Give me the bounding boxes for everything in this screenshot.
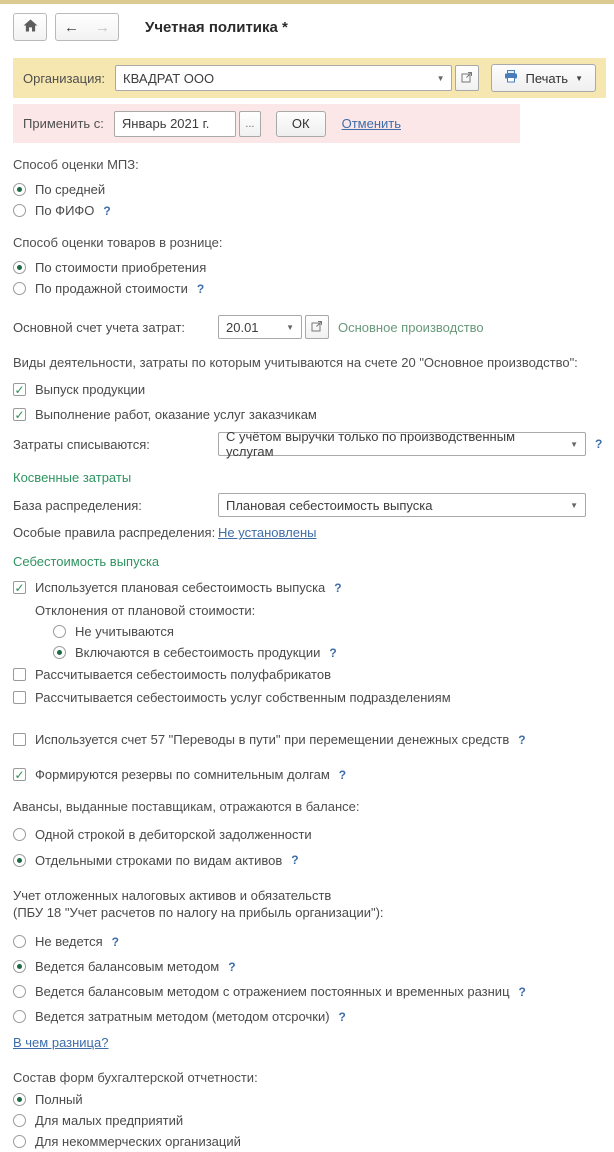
radio-purchase-cost[interactable] (13, 261, 26, 274)
radio-balance-method[interactable] (13, 960, 26, 973)
cost-account-input[interactable] (218, 315, 302, 339)
reports-section-title: Состав форм бухгалтерской отчетности: (13, 1070, 258, 1085)
checkbox-row-planned-cost[interactable] (13, 577, 604, 598)
forward-button[interactable] (87, 14, 118, 40)
radio-sale-cost[interactable] (13, 282, 26, 295)
radio-row-balance-method[interactable] (13, 954, 604, 979)
radio-balance-method-differences-label: Ведется балансовым методом с отражением постоянных и временных разниц (35, 984, 510, 999)
radio-not-accounted-label: Не учитываются (75, 624, 174, 639)
radio-row-balance-method-differences[interactable] (13, 979, 604, 1004)
cancel-link[interactable]: Отменить (341, 116, 401, 131)
radio-row-nonprofit[interactable] (13, 1131, 604, 1152)
ok-button[interactable] (276, 111, 326, 137)
planned-cost-help-icon[interactable]: ? (334, 580, 342, 595)
checkbox-row-works[interactable] (13, 402, 604, 427)
radio-separate-lines[interactable] (13, 854, 26, 867)
home-button[interactable] (13, 13, 47, 41)
radio-cost-method[interactable] (13, 1010, 26, 1023)
special-rules-row (13, 525, 604, 540)
history-button-group (55, 13, 119, 41)
pbu18-title-line1: Учет отложенных налоговых активов и обязательств (13, 888, 332, 903)
ok-button-label: ОК (291, 116, 310, 131)
checkbox-planned-cost[interactable]: ✓ (14, 580, 25, 595)
mpz-section-title: Способ оценки МПЗ: (13, 157, 139, 172)
cost-account-description: Основное производство (338, 319, 484, 335)
distribution-base-label: База распределения: (13, 497, 142, 513)
radio-small-business-label: Для малых предприятий (35, 1113, 184, 1128)
checkbox-semifinished-label: Рассчитывается себестоимость полуфабрикатов (35, 667, 331, 682)
advances-section-title: Авансы, выданные поставщикам, отражаются в балансе: (13, 799, 360, 814)
radio-not-accounted[interactable] (53, 625, 66, 638)
cost-account-open-button[interactable] (305, 315, 329, 339)
pbu18-section-title (13, 887, 604, 921)
radio-cost-method-label: Ведется затратным методом (методом отсрочки) (35, 1009, 330, 1024)
checkbox-transit[interactable] (13, 733, 26, 746)
not-kept-help-icon[interactable]: ? (111, 934, 120, 949)
distribution-base-value: Плановая себестоимость выпуска (226, 497, 433, 513)
back-button[interactable] (56, 14, 87, 40)
cost-account-label: Основной счет учета затрат: (13, 319, 186, 335)
radio-nonprofit-label: Для некоммерческих организаций (35, 1134, 241, 1149)
activities-section-title: Виды деятельности, затраты по которым учитываются на счете 20 "Основное производство": (13, 355, 578, 370)
radio-full[interactable] (13, 1093, 26, 1106)
checkbox-planned-cost-label: Используется плановая себестоимость выпуска (35, 580, 326, 595)
checkbox-production-label: Выпуск продукции (35, 382, 146, 397)
cost-account-row (13, 315, 604, 339)
radio-row-average[interactable] (13, 179, 604, 200)
sale-cost-help-icon[interactable]: ? (196, 281, 205, 296)
organization-open-button[interactable] (455, 65, 479, 91)
special-rules-label: Особые правила распределения: (13, 525, 216, 540)
radio-row-cost-method[interactable] (13, 1004, 604, 1029)
output-cost-heading: Себестоимость выпуска (13, 554, 160, 569)
radio-average-label: По средней (35, 182, 106, 197)
date-picker-button[interactable] (239, 111, 261, 137)
radio-separate-lines-label: Отдельными строками по видам активов (35, 852, 283, 868)
radio-single-line-label: Одной строкой в дебиторской задолженности (35, 826, 312, 842)
radio-row-full[interactable] (13, 1089, 604, 1110)
distribution-base-row (13, 493, 604, 517)
checkbox-works[interactable]: ✓ (14, 407, 25, 422)
radio-row-sale-cost[interactable] (13, 278, 604, 299)
radio-row-not-kept[interactable] (13, 929, 604, 954)
radio-balance-method-differences[interactable] (13, 985, 26, 998)
organization-field-group (115, 65, 479, 91)
checkbox-semifinished[interactable] (13, 668, 26, 681)
radio-average[interactable] (13, 183, 26, 196)
organization-dropdown-icon[interactable]: ▼ (436, 73, 445, 83)
writeoff-value: С учётом выручки только по производственным услугам (226, 429, 516, 459)
radio-included-cost-label: Включаются в себестоимость продукции (75, 645, 321, 660)
checkbox-reserves[interactable]: ✓ (14, 767, 25, 782)
page-title: Учетная политика * (145, 18, 288, 36)
writeoff-row (13, 429, 604, 459)
radio-included-cost[interactable] (53, 646, 66, 659)
checkbox-row-semifinished[interactable] (13, 663, 604, 686)
fifo-help-icon[interactable]: ? (103, 203, 111, 218)
radio-small-business[interactable] (13, 1114, 26, 1127)
radio-nonprofit[interactable] (13, 1135, 26, 1148)
open-icon (461, 71, 473, 86)
separate-lines-help-icon[interactable]: ? (291, 853, 299, 867)
window-top-strip (0, 0, 614, 4)
retail-section-title: Способ оценки товаров в рознице: (13, 235, 223, 250)
checkbox-production[interactable]: ✓ (14, 382, 25, 397)
organization-input[interactable] (115, 65, 452, 91)
organization-toolbar (13, 58, 606, 98)
checkbox-own-services-label: Рассчитывается себестоимость услуг собственным подразделениям (35, 690, 451, 705)
checkbox-works-label: Выполнение работ, оказание услуг заказчикам (35, 407, 317, 422)
checkbox-row-production[interactable] (13, 377, 604, 402)
cost-method-help-icon[interactable]: ? (338, 1009, 346, 1024)
radio-purchase-cost-label: По стоимости приобретения (35, 260, 207, 275)
radio-row-single-line[interactable] (13, 821, 604, 847)
radio-not-kept[interactable] (13, 935, 26, 948)
open-icon (311, 320, 323, 335)
writeoff-help-icon[interactable]: ? (595, 437, 603, 451)
distribution-base-select[interactable] (218, 493, 586, 517)
checkbox-reserves-label: Формируются резервы по сомнительным долгам (35, 767, 330, 782)
writeoff-dropdown-icon[interactable]: ▼ (570, 439, 578, 449)
home-icon (23, 19, 38, 35)
print-button[interactable] (491, 64, 596, 92)
radio-not-kept-label: Не ведется (35, 934, 103, 949)
form-content (0, 143, 614, 1152)
radio-row-separate-lines[interactable] (13, 847, 604, 873)
apply-date-input[interactable] (114, 111, 236, 137)
back-arrow-icon: ← (64, 18, 79, 36)
radio-single-line[interactable] (13, 828, 26, 841)
radio-row-purchase-cost[interactable] (13, 257, 604, 278)
writeoff-select[interactable] (218, 429, 586, 459)
cost-account-dropdown-icon[interactable]: ▼ (286, 322, 294, 332)
ellipsis-icon: ... (245, 117, 255, 130)
radio-row-small-business[interactable] (13, 1110, 604, 1131)
apply-bar (13, 104, 520, 143)
organization-value: КВАДРАТ ООО (123, 70, 215, 86)
balance-method-help-icon[interactable]: ? (228, 959, 236, 974)
cost-account-value: 20.01 (226, 319, 259, 335)
checkbox-row-reserves[interactable] (13, 764, 604, 785)
radio-full-label: Полный (35, 1092, 83, 1107)
pbu18-title-line2: (ПБУ 18 "Учет расчетов по налогу на прибыль организации"): (13, 905, 384, 920)
nav-header (13, 12, 614, 42)
print-dropdown-icon: ▼ (575, 73, 583, 83)
checkbox-row-transit[interactable] (13, 729, 604, 750)
forward-arrow-icon: → (95, 18, 110, 36)
radio-row-fifo[interactable] (13, 200, 604, 221)
radio-row-not-accounted[interactable] (53, 621, 604, 642)
transit-help-icon[interactable]: ? (518, 732, 526, 747)
deviations-label-row (35, 600, 604, 621)
balance-differences-help-icon[interactable]: ? (518, 984, 526, 999)
printer-icon (504, 70, 518, 86)
radio-sale-cost-label: По продажной стоимости (35, 281, 188, 296)
included-cost-help-icon[interactable]: ? (329, 645, 337, 660)
apply-date-value: Январь 2021 г. (121, 116, 210, 131)
organization-label: Организация: (23, 70, 106, 86)
deviations-label: Отклонения от плановой стоимости: (35, 603, 256, 618)
reserves-help-icon[interactable]: ? (338, 767, 347, 782)
checkbox-own-services[interactable] (13, 691, 26, 704)
distribution-base-dropdown-icon[interactable]: ▼ (570, 500, 578, 510)
checkbox-transit-label: Используется счет 57 "Переводы в пути" при перемещении денежных средств (35, 732, 510, 747)
radio-fifo-label: По ФИФО (35, 203, 95, 218)
radio-balance-method-label: Ведется балансовым методом (35, 959, 220, 974)
indirect-costs-heading: Косвенные затраты (13, 470, 132, 485)
radio-row-included-cost[interactable] (53, 642, 604, 663)
print-button-label: Печать (525, 70, 569, 86)
radio-fifo[interactable] (13, 204, 26, 217)
apply-from-label: Применить с: (23, 116, 104, 131)
writeoff-label: Затраты списываются: (13, 436, 150, 452)
whats-difference-link[interactable]: В чем разница? (13, 1035, 109, 1050)
checkbox-row-own-services[interactable] (13, 686, 604, 709)
special-rules-link[interactable]: Не установлены (218, 525, 317, 540)
